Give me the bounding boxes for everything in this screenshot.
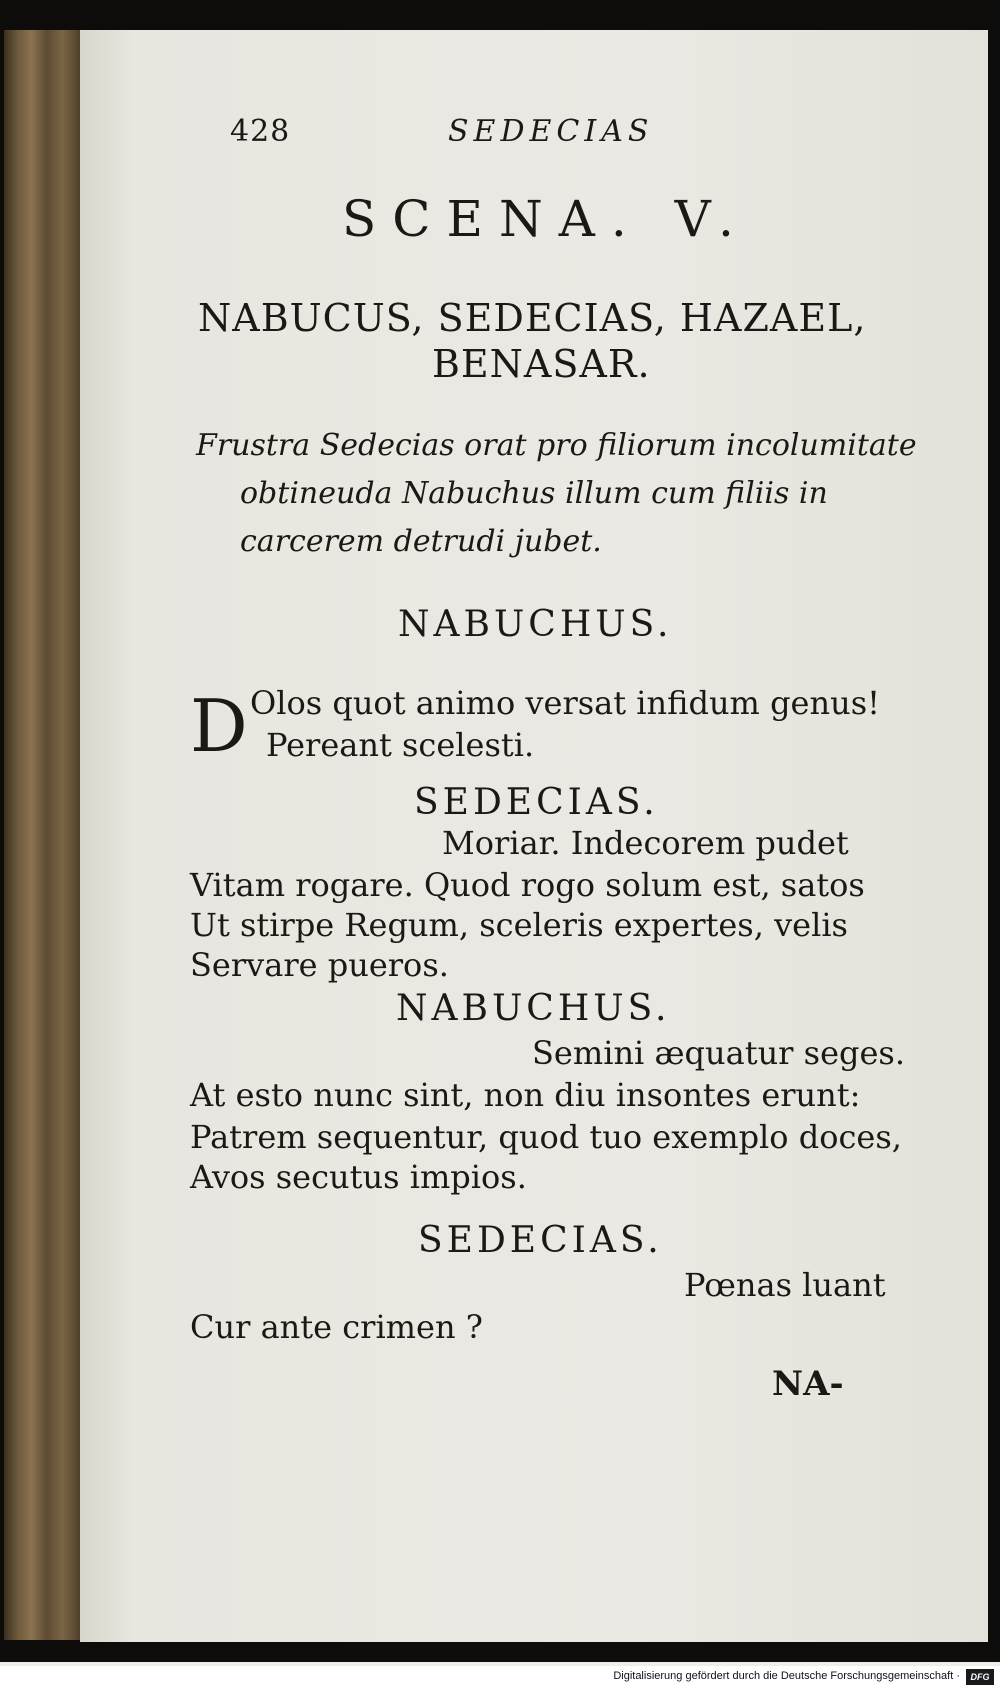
scene-argument-line: Frustra Sedecias orat pro filiorum incolumitate [196,428,917,463]
drop-capital: D [190,684,248,768]
speaker-name: NABUCHUS. [396,988,671,1029]
verse-line: Servare pueros. [190,946,449,984]
speaker-name: SEDECIAS. [418,1220,663,1261]
catchword: NA- [772,1364,844,1404]
verse-line: Moriar. Indecorem pudet [442,824,849,862]
verse-line: Semini æquatur seges. [532,1034,906,1072]
dramatis-personae-cont: BENASAR. [432,342,651,386]
speaker-name: NABUCHUS. [398,604,673,645]
footer-bar [0,1666,1000,1690]
verse-line: Ut stirpe Regum, sceleris expertes, velis [190,906,848,944]
dfg-logo-icon: DFG [966,1669,994,1685]
dramatis-personae: NABUCUS, SEDECIAS, HAZAEL, [198,296,867,340]
page-number: 428 [230,114,291,149]
verse-line: Pereant scelesti. [266,726,535,764]
scene-argument-line: obtineuda Nabuchus illum cum filiis in [240,476,828,511]
running-title: SEDECIAS [448,114,654,149]
scene-heading: SCENA. V. [342,190,750,248]
verse-line: Patrem sequentur, quod tuo exemplo doces, [190,1118,902,1156]
verse-line: Olos quot animo versat infidum genus! [250,684,880,722]
funding-credit: Digitalisierung gefördert durch die Deutsche Forschungsgemeinschaft · [613,1670,960,1682]
verse-line: At esto nunc sint, non diu insontes erunt: [190,1076,861,1114]
verse-line: Vitam rogare. Quod rogo solum est, satos [190,866,865,904]
scene-argument-line: carcerem detrudi jubet. [240,524,602,559]
book-edge [4,30,82,1640]
verse-line: Cur ante crimen ? [190,1308,483,1346]
verse-line: Pœnas luant [684,1266,886,1304]
book-page [80,30,988,1642]
speaker-name: SEDECIAS. [414,782,659,823]
verse-line: Avos secutus impios. [190,1158,527,1196]
